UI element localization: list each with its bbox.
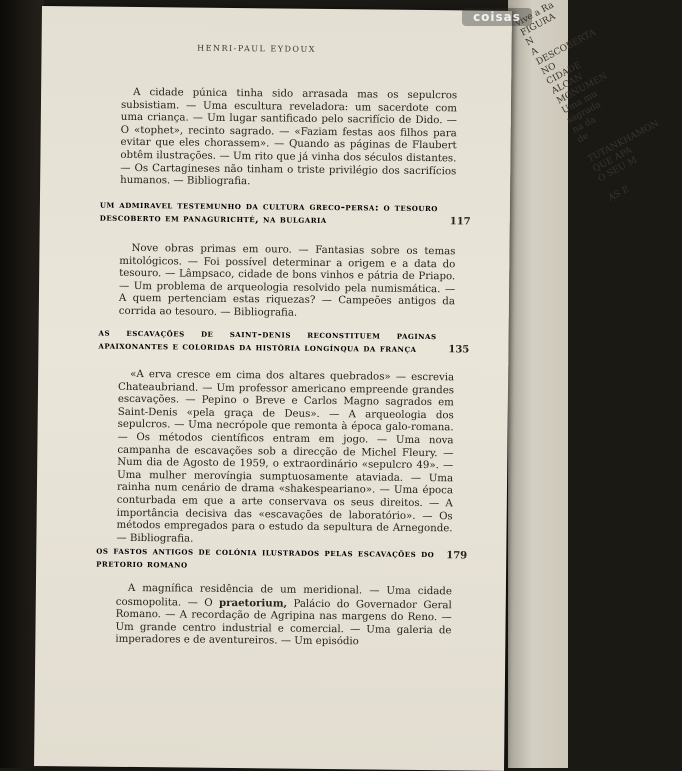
- section-summary-text: Nove obras primas em ouro. — Fantasias sobre os temas mitológicos. — Foi possível determinar a origem e a data do tesouro. — Lâmpsaco, cidade de bons vinhos e pátria de Priapo. — Um problema de arqueologia resolvido pela numismática. — A quem pertenciam estas riquezas? — Campeões antigos da corrida ao tesouro. — Bibliografia.: [118, 242, 456, 319]
- section-page-number: 179: [446, 550, 468, 562]
- section-title: os fastos antigos de colónia ilustrados pelas escavações do pretorio romano: [96, 545, 435, 571]
- section-summary-1: [119, 243, 456, 322]
- facing-page: [508, 0, 661, 768]
- book-page: [34, 6, 512, 771]
- facing-page-text: vive a Ra FIGURA N A DESCOBERTA NO CIDADE ALCAN MONUMEN Uma mu sagrada na da de TUTANKHAMON QUE APA O SEU M AS E: [514, 0, 661, 204]
- section-title: as escavações de saint-denis reconstituem paginas apaixonantes e coloridas da história longínqua da frança: [98, 327, 437, 355]
- summary-part: A magnífica residência de um meridional. — Uma cidade cosmopolita. — O: [115, 582, 452, 609]
- section-page-number: 135: [448, 344, 470, 356]
- section-heading-2: [98, 327, 436, 357]
- section-heading-1: [100, 199, 438, 229]
- running-header: HENRI-PAUL EYDOUX: [197, 43, 316, 54]
- section-summary-3: [115, 583, 452, 650]
- section-summary-text: «A erva cresce em cima dos altares quebrados» — escrevia Chateaubriand. — Um professor americano empreende grandes escavações. — Pepino o Breve e Carlos Magno sagrados em Saint-Denis «pela graça de Deus». — A arqueologia dos sepulcros. — Uma necrópole que remonta à época galo-romana. — Os métodos científicos entram em jogo. — Uma nova campanha de escavações sob a direcção de Michel Fleury. — Num dia de Agosto de 1959, o extraordinário «sepulcro 49». — Uma mulher merovíngia sumptuosamente ataviada. — Uma rainha num cenário de drama «shakespeariano». — Uma época conturbada em que a arte conservava os seus direitos. — A importância decisiva das «escavações de laboratório». — Os métodos empregados para o estudo da sepultura de Arnegonde. — Bibliografia.: [116, 368, 455, 545]
- watermark-logo: coisas: [462, 8, 532, 26]
- section-heading-3: [96, 545, 434, 575]
- summary-part: Palácio do Governador Geral Romano. — A recordação de Agripina nas margens do Reno. — Um grande centro industrial e comercial. — Uma galeria de imperadores e de aventureiros. — Um episódio: [115, 598, 452, 648]
- section-summary-text: [115, 583, 452, 650]
- section-page-number: 117: [449, 216, 471, 228]
- section-summary-2: [116, 369, 454, 549]
- intro-paragraph: A cidade púnica tinha sido arrasada mas os sepulcros subsistiam. — Uma escultura reveladora: um sacerdote com uma criança. — Um lugar santificado pelo sacrifício de Dido. — O «tophet», recinto sagrado. — «Faziam festas aos filhos para evitar que eles chorassem». — Quando as páginas de Flaubert obtêm ilustrações. — Um rito que já vinha dos séculos distantes. — Os Cartagineses não tinham o triste privilégio dos sacrifícios humanos. — Bibliografia.: [120, 86, 458, 188]
- intro-block: [120, 87, 457, 191]
- section-title: um admiravel testemunho da cultura greco-persa: o tesouro descoberto em panagurichté, na bulgaria: [99, 199, 438, 226]
- praetorium-term: praetorium,: [218, 596, 288, 610]
